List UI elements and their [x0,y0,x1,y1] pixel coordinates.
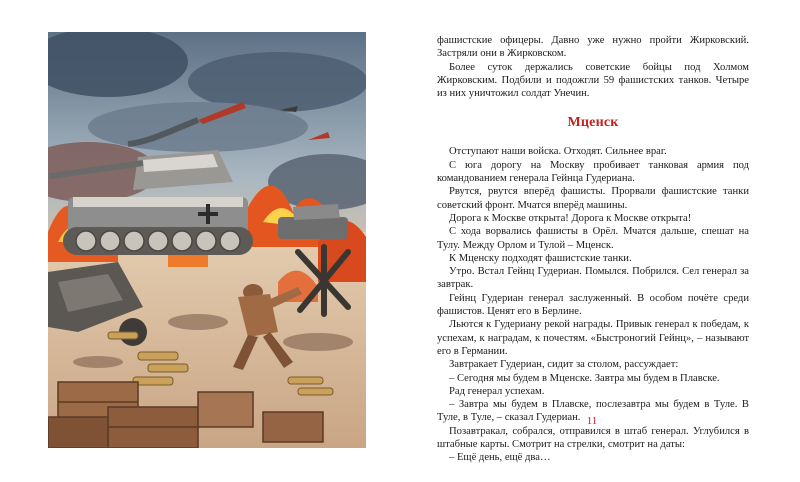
paragraph: – Завтра мы будем в Плавске, послезавтра мы будем в Туле. В Туле, в Туле, – сказал Гудериан. [437,399,749,424]
paragraph: Рад генерал успехам. [449,385,545,397]
paragraph: Завтракает Гудериан, сидит за столом, рассуждает: [449,359,679,371]
paragraph: С юга дорогу на Москву пробивает танковая армия под командованием генерала Гейнца Гудериана. [437,159,749,185]
paragraph: Льются к Гудериану рекой награды. Привык генерал к победам, к успехам, к наградам, к почестям. «Быстроногий Гейнц», – называют его в Германии. [437,319,749,357]
paragraph: Отступают наши войска. Отходят. Сильнее враг. [449,146,667,158]
paragraph: С хода ворвались фашисты в Орёл. Мчатся дальше, спешат на Тулу. Между Орлом и Тулой – Мценск. [437,226,749,251]
page-text [437,34,749,465]
paragraph: – Ещё день, ещё два… [449,452,551,464]
paragraph: К Мценску подходят фашистские танки. [449,252,632,264]
paragraph: Рвутся, рвутся вперёд фашисты. Прорвали фашистские танки советский фронт. Мчатся вперёд машины. [437,186,749,211]
paragraph: – Сегодня мы будем в Мценске. Завтра мы будем в Плавске. [449,372,720,384]
paragraph: Дорога к Москве открыта! Дорога к Москве открыта! [449,212,692,224]
paragraph: фашистские офицеры. Давно уже нужно пройти Жирковский. Застряли они в Жирковском. [437,35,749,60]
tank-battle-illustration [48,32,366,448]
illustration-svg [48,32,366,448]
section-title: Мценск [567,115,619,131]
paragraph: Более суток держались советские бойцы под Холмом Жирковским. Подбили и подожгли 59 фашистских танков. Четыре из них уничтожил солдат Унечин. [437,61,749,100]
paragraph: Гейнц Гудериан генерал заслуженный. В особом почёте среди фашистов. Ценят его в Берлине. [437,292,749,318]
paragraph: Утро. Встал Гейнц Гудериан. Помылся. Побрился. Сел генерал за завтрак. [437,266,749,291]
paragraph: Позавтракал, собрался, отправился в штаб генерал. Углубился в штабные карты. Смотрит на стрелки, смотрит на даты: [437,425,749,451]
page-number: 11 [586,415,598,427]
